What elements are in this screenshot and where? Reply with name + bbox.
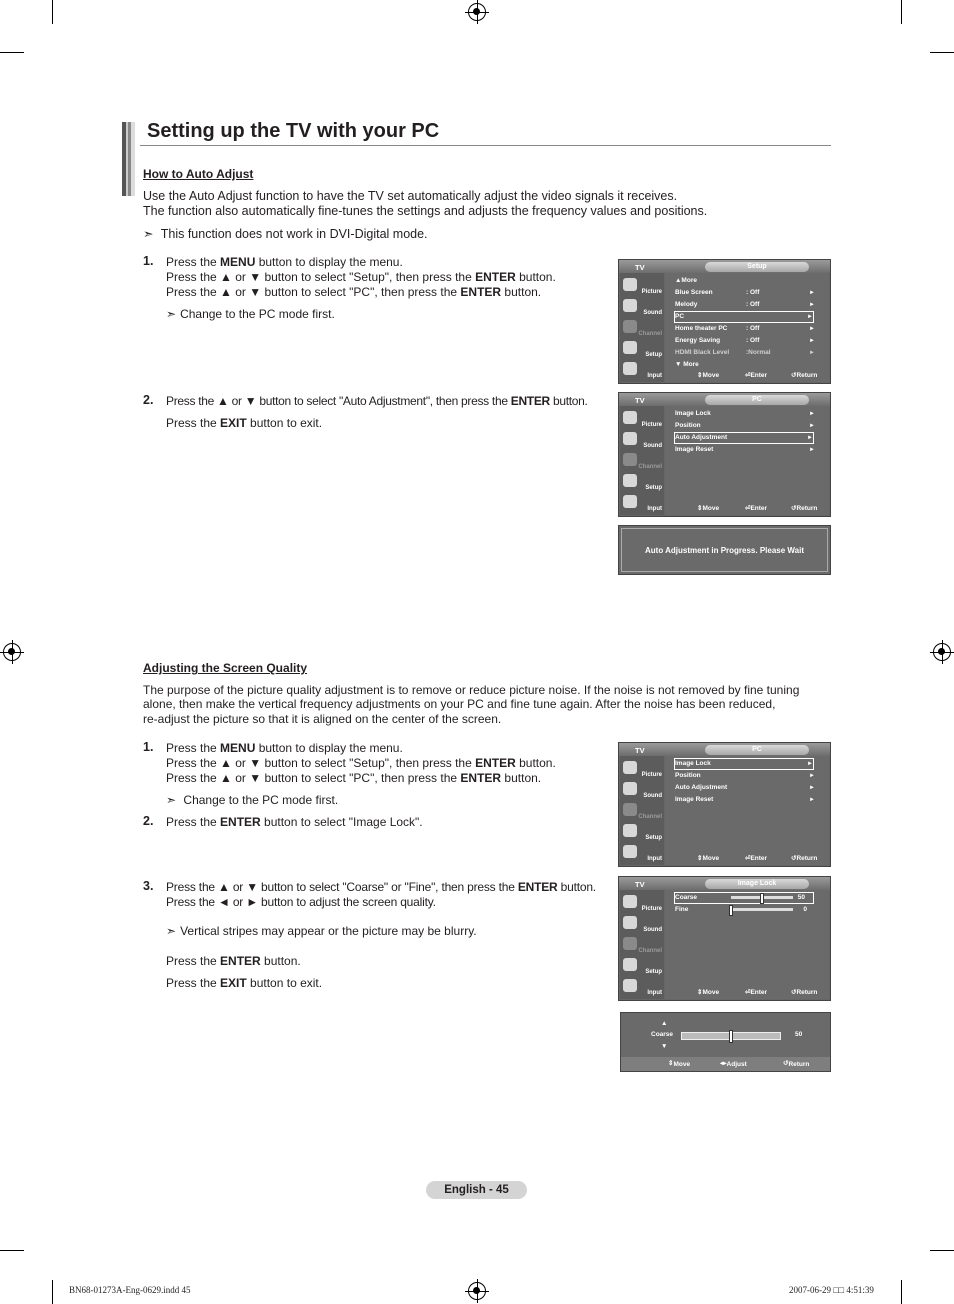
- osd-content: [665, 273, 829, 370]
- coarse-popup-knob[interactable]: [729, 1030, 733, 1043]
- osd-row-selected[interactable]: PC ►: [674, 311, 814, 323]
- osd-sidebar: [620, 756, 664, 865]
- osd-sidebar-input[interactable]: Input: [622, 843, 664, 863]
- move-hint: ⇕ Move: [697, 505, 720, 512]
- osd-row[interactable]: Auto Adjustment ►: [675, 784, 815, 791]
- intro-line-2: The function also automatically fine-tunes the settings and adjusts the frequency values and positions.: [143, 204, 708, 218]
- crop-mark: [0, 1250, 24, 1251]
- page-number: English - 45: [426, 1181, 527, 1199]
- auto-adjust-progress-box: [618, 525, 831, 575]
- osd-help-bar: [665, 853, 829, 865]
- progress-message: Auto Adjustment in Progress. Please Wait: [645, 546, 804, 555]
- setup-gear-icon: [623, 474, 637, 487]
- step-number: 1.: [143, 254, 154, 268]
- osd-sidebar-setup[interactable]: Setup: [622, 472, 664, 492]
- step-number: 3.: [143, 879, 154, 893]
- dvi-note: [143, 226, 428, 241]
- page-title: Setting up the TV with your PC: [147, 120, 440, 142]
- slider-help-bar: [621, 1057, 830, 1071]
- return-hint: ↺ Return: [791, 505, 818, 512]
- osd-sidebar-picture[interactable]: Picture: [622, 409, 664, 429]
- pc-mode-note: ➣ Change to the PC mode first.: [166, 307, 335, 321]
- osd-sidebar-sound[interactable]: Sound: [622, 297, 664, 317]
- osd-row[interactable]: HDMI Black Level :Normal ►: [675, 349, 815, 356]
- osd-pc-menu: [618, 392, 831, 517]
- instruction-line: Press the ▲ or ▼ button to select "Coarse" or "Fine", then press the ENTER button.: [166, 880, 596, 894]
- setup-gear-icon: [623, 341, 637, 354]
- pc-mode-note: ➣ Change to the PC mode first.: [166, 793, 339, 807]
- osd-sidebar-channel[interactable]: Channel: [622, 318, 664, 338]
- instruction-line: Press the ▲ or ▼ button to select "Setup", then press the ENTER button.: [166, 270, 556, 284]
- osd-content: [665, 890, 829, 987]
- quality-step3-exit: Press the EXIT button to exit.: [166, 976, 323, 990]
- setup-gear-icon: [623, 958, 637, 971]
- crop-mark: [930, 52, 954, 53]
- move-hint: ⇕ Move: [668, 1060, 691, 1068]
- auto-step1: [166, 255, 556, 300]
- step-number: 2.: [143, 393, 154, 407]
- auto-step2-exit: Press the EXIT button to exit.: [166, 416, 323, 430]
- return-hint: ↺ Return: [791, 855, 818, 862]
- quality-para-1: The purpose of the picture quality adjustment is to remove or reduce picture noise. If the noise is not removed by fine tuning: [143, 683, 800, 697]
- osd-row[interactable]: Blue Screen : Off ►: [675, 289, 815, 296]
- osd-row-selected[interactable]: Image Lock ►: [674, 758, 814, 770]
- osd-sidebar-sound[interactable]: Sound: [622, 430, 664, 450]
- osd-sidebar: [620, 406, 664, 515]
- osd-menu-title: PC: [705, 395, 809, 405]
- coarse-slider-popup: [620, 1012, 831, 1072]
- instruction-line: Press the MENU button to display the menu.: [166, 741, 403, 755]
- date-slug: 2007-06-29 □□ 4:51:39: [789, 1285, 874, 1295]
- up-arrow-icon[interactable]: ▲: [661, 1020, 668, 1027]
- fine-slider-knob[interactable]: [729, 905, 733, 916]
- coarse-label: Coarse: [651, 1031, 674, 1038]
- osd-sidebar-input[interactable]: Input: [622, 360, 664, 380]
- osd-menu-title: PC: [705, 745, 809, 755]
- osd-row[interactable]: Home theater PC : Off ►: [675, 325, 815, 332]
- osd-row[interactable]: Position ►: [675, 772, 815, 779]
- osd-help-bar: [665, 503, 829, 515]
- input-icon: [623, 979, 637, 992]
- intro-line-1: Use the Auto Adjust function to have the TV set automatically adjust the video signals it receives.: [143, 189, 678, 203]
- coarse-popup-track[interactable]: [681, 1032, 781, 1040]
- osd-row[interactable]: Melody : Off ►: [675, 301, 815, 308]
- osd-tv-label: TV: [635, 746, 645, 755]
- instruction-line: Press the MENU button to display the menu.: [166, 255, 403, 269]
- quality-para-2: alone, then make the vertical frequency adjustments on your PC and fine tune again. After the noise has been reduced,: [143, 697, 776, 711]
- osd-sidebar-sound[interactable]: Sound: [622, 914, 664, 934]
- registration-mark-icon: [933, 643, 951, 661]
- osd-help-bar: [665, 370, 829, 382]
- sound-icon: [623, 916, 637, 929]
- coarse-slider-knob[interactable]: [760, 893, 764, 904]
- quality-step3-enter: Press the ENTER button.: [166, 954, 301, 968]
- quality-step3: [166, 880, 596, 910]
- move-hint: ⇕ Move: [697, 855, 720, 862]
- osd-row[interactable]: ▲More: [675, 277, 697, 284]
- quality-step2: Press the ENTER button to select "Image Lock".: [166, 815, 423, 829]
- osd-setup-menu: [618, 259, 831, 384]
- picture-icon: [623, 411, 637, 424]
- channel-icon: [623, 320, 637, 333]
- osd-slider-row-fine[interactable]: Fine 0: [675, 905, 815, 915]
- osd-menu-title: Setup: [705, 262, 809, 272]
- adjust-hint: ◂▸ Adjust: [720, 1060, 747, 1068]
- osd-sidebar-sound[interactable]: Sound: [622, 780, 664, 800]
- section-heading-screen-quality: Adjusting the Screen Quality: [143, 661, 308, 675]
- osd-sidebar-setup[interactable]: Setup: [622, 956, 664, 976]
- enter-hint: ⏎ Enter: [745, 372, 768, 379]
- osd-sidebar-channel[interactable]: Channel: [622, 935, 664, 955]
- dvi-note-text: This function does not work in DVI-Digital mode.: [160, 227, 428, 241]
- channel-icon: [623, 453, 637, 466]
- sound-icon: [623, 782, 637, 795]
- osd-sidebar-input[interactable]: Input: [622, 493, 664, 513]
- down-arrow-icon[interactable]: ▼: [661, 1043, 668, 1050]
- osd-sidebar-picture[interactable]: Picture: [622, 893, 664, 913]
- step-number: 2.: [143, 814, 154, 828]
- crop-mark: [0, 52, 24, 53]
- registration-mark-icon: [3, 643, 21, 661]
- setup-gear-icon: [623, 824, 637, 837]
- crop-mark: [901, 1280, 902, 1304]
- input-icon: [623, 845, 637, 858]
- osd-row-selected[interactable]: Auto Adjustment ►: [674, 432, 814, 444]
- input-icon: [623, 362, 637, 375]
- quality-para-3: re-adjust the picture so that it is aligned on the center of the screen.: [143, 712, 502, 726]
- note-arrow-icon: ➣: [166, 793, 177, 807]
- osd-help-bar: [665, 987, 829, 999]
- coarse-slider-track[interactable]: [731, 896, 793, 899]
- coarse-value: 50: [795, 1031, 803, 1038]
- osd-sidebar-channel[interactable]: Channel: [622, 801, 664, 821]
- osd-menu-title: Image Lock: [705, 879, 809, 889]
- instruction-line: Press the ◄ or ► button to adjust the screen quality.: [166, 895, 436, 909]
- instruction-line: Press the ▲ or ▼ button to select "Setup", then press the ENTER button.: [166, 756, 556, 770]
- auto-step2: Press the ▲ or ▼ button to select "Auto Adjustment", then press the ENTER button.: [166, 394, 588, 408]
- osd-tv-label: TV: [635, 396, 645, 405]
- osd-row[interactable]: Image Reset ►: [675, 796, 815, 803]
- osd-sidebar-picture[interactable]: Picture: [622, 759, 664, 779]
- enter-hint: ⏎ Enter: [745, 505, 768, 512]
- step-number: 1.: [143, 740, 154, 754]
- channel-icon: [623, 803, 637, 816]
- registration-mark-icon: [468, 3, 486, 21]
- sound-icon: [623, 432, 637, 445]
- registration-mark-icon: [468, 1282, 486, 1300]
- title-rule: [140, 145, 831, 146]
- fine-slider-track[interactable]: [731, 908, 793, 911]
- osd-sidebar-picture[interactable]: Picture: [622, 276, 664, 296]
- picture-icon: [623, 761, 637, 774]
- osd-sidebar-setup[interactable]: Setup: [622, 822, 664, 842]
- osd-row[interactable]: Image Lock ►: [675, 410, 815, 417]
- sound-icon: [623, 299, 637, 312]
- enter-hint: ⏎ Enter: [745, 855, 768, 862]
- return-hint: ↺ Return: [783, 1060, 810, 1068]
- title-accent-bar: [122, 122, 135, 196]
- osd-content: [665, 406, 829, 503]
- input-icon: [623, 495, 637, 508]
- picture-icon: [623, 895, 637, 908]
- osd-sidebar: [620, 273, 664, 382]
- osd-sidebar: [620, 890, 664, 999]
- picture-icon: [623, 278, 637, 291]
- move-hint: ⇕ Move: [697, 372, 720, 379]
- osd-tv-label: TV: [635, 263, 645, 272]
- osd-row[interactable]: Image Reset ►: [675, 446, 815, 453]
- quality-step1: [166, 741, 556, 786]
- crop-mark: [930, 1250, 954, 1251]
- note-arrow-icon: ➣: [166, 307, 177, 321]
- osd-tv-label: TV: [635, 880, 645, 889]
- note-arrow-icon: ➣: [143, 227, 154, 241]
- enter-hint: ⏎ Enter: [745, 989, 768, 996]
- crop-mark: [901, 0, 902, 24]
- osd-sidebar-setup[interactable]: Setup: [622, 339, 664, 359]
- channel-icon: [623, 937, 637, 950]
- osd-content: [665, 756, 829, 853]
- instruction-line: Press the ▲ or ▼ button to select "PC", then press the ENTER button.: [166, 771, 542, 785]
- osd-sidebar-input[interactable]: Input: [622, 977, 664, 997]
- crop-mark: [52, 0, 53, 24]
- osd-row[interactable]: Position ►: [675, 422, 815, 429]
- note-arrow-icon: ➣: [166, 924, 177, 938]
- osd-sidebar-channel[interactable]: Channel: [622, 451, 664, 471]
- osd-image-lock-menu: [618, 876, 831, 1001]
- osd-pc-menu-image-lock: [618, 742, 831, 867]
- return-hint: ↺ Return: [791, 372, 818, 379]
- file-slug: BN68-01273A-Eng-0629.indd 45: [69, 1285, 191, 1295]
- osd-row[interactable]: ▼ More: [675, 361, 699, 368]
- move-hint: ⇕ Move: [697, 989, 720, 996]
- instruction-line: Press the ▲ or ▼ button to select "PC", then press the ENTER button.: [166, 285, 542, 299]
- osd-slider-row-coarse[interactable]: Coarse 50: [674, 892, 814, 904]
- osd-row[interactable]: Energy Saving : Off ►: [675, 337, 815, 344]
- section-heading-auto-adjust: How to Auto Adjust: [143, 167, 254, 181]
- crop-mark: [52, 1280, 53, 1304]
- return-hint: ↺ Return: [791, 989, 818, 996]
- stripes-note: ➣ Vertical stripes may appear or the picture may be blurry.: [166, 924, 477, 938]
